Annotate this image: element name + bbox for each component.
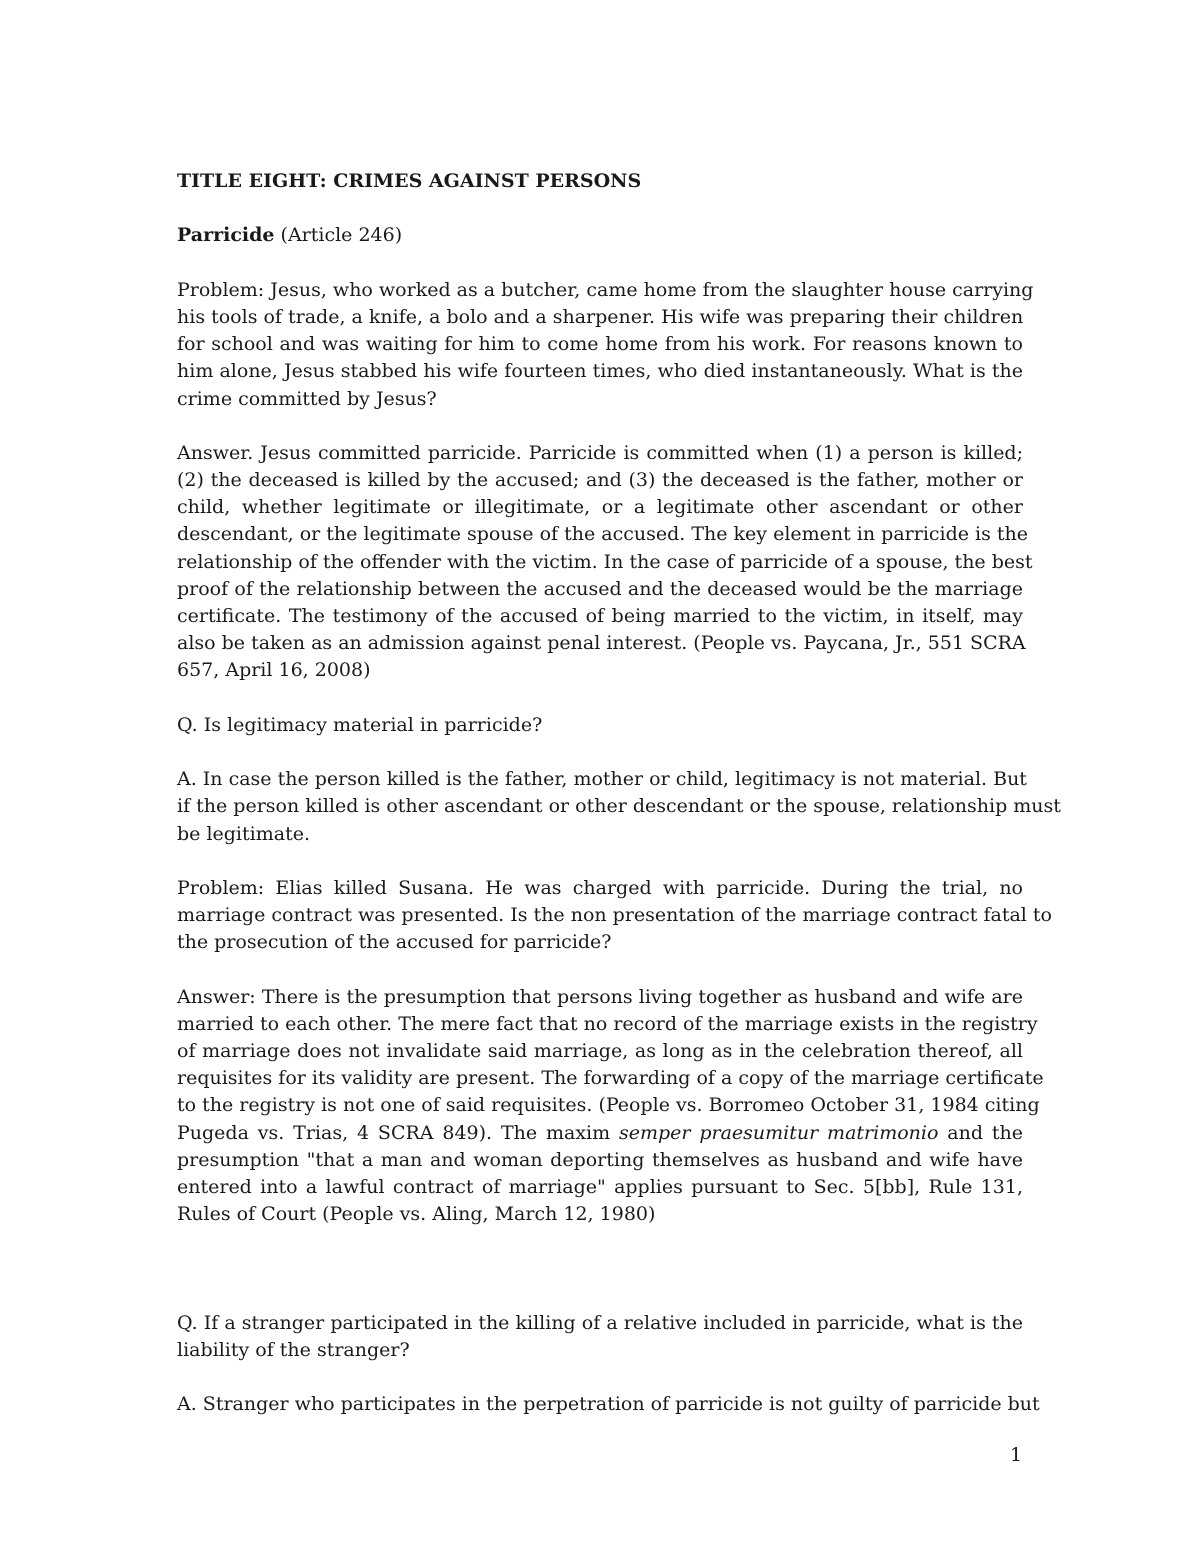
question-2 [177, 1310, 1023, 1364]
document-title: TITLE EIGHT: CRIMES AGAINST PERSONS [177, 170, 642, 192]
text-line: the prosecution of the accused for parricide? [177, 931, 612, 954]
document-page [177, 168, 1061, 1419]
text-line: Q. If a stranger participated in the killing of a relative included in parricide, what is the [177, 1311, 1023, 1334]
section-heading [177, 222, 1023, 249]
text-line: for school and was waiting for him to come home from his work. For reasons known to [177, 333, 1023, 356]
text-line: married to each other. The mere fact that no record of the marriage exists in the registry [177, 1012, 1038, 1035]
text-line: Rules of Court (People vs. Aling, March 12, 1980) [177, 1203, 656, 1226]
answer-paragraph-2 [177, 984, 1044, 1229]
problem-paragraph-1 [177, 277, 1034, 413]
page-number: 1 [1010, 1444, 1023, 1466]
text-line: Problem: Jesus, who worked as a butcher, came home from the slaughter house carrying [177, 278, 1034, 301]
text-line: descendant, or the legitimate spouse of the accused. The key element in parricide is the [177, 523, 1029, 546]
answer-question-2: A. Stranger who participates in the perpetration of parricide is not guilty of parricide but [177, 1393, 1040, 1416]
text-line: relationship of the offender with the victim. In the case of parricide of a spouse, the best [177, 550, 1033, 573]
text-line: marriage contract was presented. Is the non presentation of the marriage contract fatal to [177, 904, 1052, 927]
text-line: A. In case the person killed is the father, mother or child, legitimacy is not material. But [177, 768, 1027, 791]
text-line: (2) the deceased is killed by the accused; and (3) the deceased is the father, mother or [177, 469, 1023, 492]
text-line: him alone, Jesus stabbed his wife fourteen times, who died instantaneously. What is the [177, 360, 1023, 383]
text-line: liability of the stranger? [177, 1339, 410, 1362]
text-line: presumption "that a man and woman deporting themselves as husband and wife have [177, 1148, 1023, 1171]
text-line: Answer: There is the presumption that persons living together as husband and wife are [177, 985, 1023, 1008]
text-line: crime committed by Jesus? [177, 387, 437, 410]
text-line: certificate. The testimony of the accused of being married to the victim, in itself, may [177, 605, 1023, 627]
text-line: 657, April 16, 2008) [177, 659, 371, 682]
problem-paragraph-2 [177, 875, 1052, 957]
maxim-latin: semper praesumitur matrimonio [618, 1121, 939, 1144]
maxim-line-end: and the [938, 1121, 1023, 1144]
text-line: of marriage does not invalidate said marriage, as long as in the celebration thereof, all [177, 1040, 1023, 1062]
text-line: requisites for its validity are present. The forwarding of a copy of the marriage certificate [177, 1067, 1044, 1090]
answer-question-1 [177, 766, 1061, 848]
text-line: entered into a lawful contract of marriage" applies pursuant to Sec. 5[bb], Rule 131, [177, 1175, 1023, 1198]
text-line: his tools of trade, a knife, a bolo and a sharpener. His wife was preparing their children [177, 305, 1024, 328]
text-line: be legitimate. [177, 822, 310, 845]
text-line: also be taken as an admission against penal interest. (People vs. Paycana, Jr., 551 SCRA [177, 632, 1026, 655]
maxim-line [177, 1120, 1023, 1147]
text-line: Answer. Jesus committed parricide. Parricide is committed when (1) a person is killed; [177, 441, 1023, 464]
question-1: Q. Is legitimacy material in parricide? [177, 713, 543, 736]
text-line: if the person killed is other ascendant or other descendant or the spouse, relationship must [177, 795, 1061, 818]
answer-paragraph-1 [177, 440, 1033, 685]
maxim-line-start: Pugeda vs. Trias, 4 SCRA 849). The maxim [177, 1121, 619, 1144]
text-line: to the registry is not one of said requisites. (People vs. Borromeo October 31, 1984 citing [177, 1094, 1040, 1117]
text-line: Problem: Elias killed Susana. He was charged with parricide. During the trial, no [177, 876, 1023, 899]
text-line: proof of the relationship between the accused and the deceased would be the marriage [177, 577, 1023, 600]
text-line: child, whether legitimate or illegitimate, or a legitimate other ascendant or other [177, 496, 1023, 519]
section-heading-article: (Article 246) [274, 224, 403, 247]
section-heading-bold: Parricide [177, 224, 275, 247]
